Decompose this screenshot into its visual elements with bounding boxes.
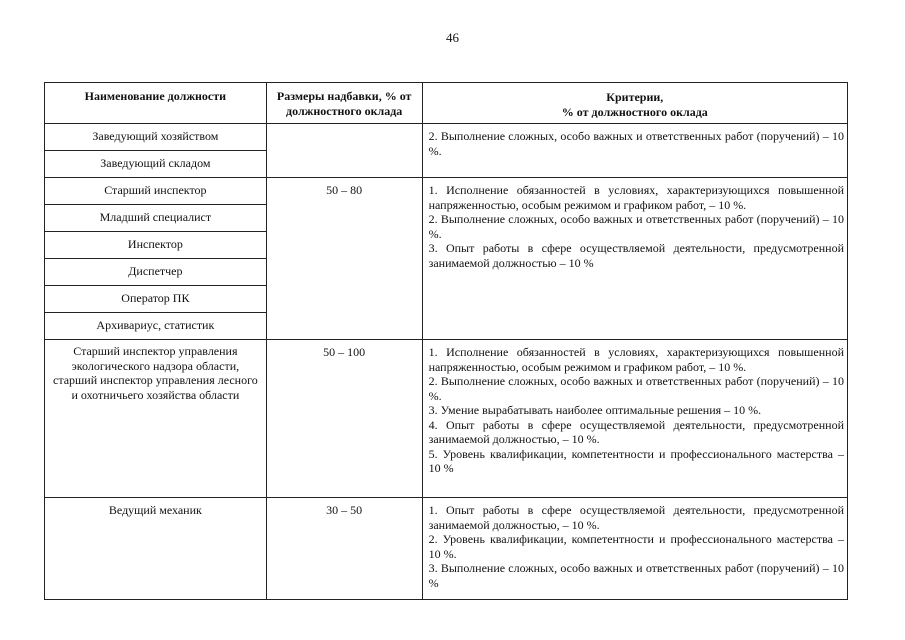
criteria-item: 4. Опыт работы в сфере осуществляемой деятельности, предусмотренной занимаемой должностью, – 10 %. — [428, 417, 844, 446]
criteria-cell — [422, 124, 847, 178]
page-number: 46 — [446, 30, 459, 45]
criteria-cell — [422, 340, 847, 498]
header-allowance: Размеры надбавки, % от должностного оклада — [266, 83, 422, 124]
table-row — [45, 498, 848, 600]
position-cell: Старший инспектор управления экологического надзора области, старший инспектор управления лесного и охотничьего хозяйства области — [45, 340, 267, 498]
criteria-item: 2. Выполнение сложных, особо важных и ответственных работ (поручений) – 10 %. — [428, 129, 844, 158]
criteria-item: 3. Выполнение сложных, особо важных и ответственных работ (поручений) – 10 % — [428, 561, 844, 590]
criteria-cell — [422, 178, 847, 340]
table-row — [45, 178, 848, 205]
criteria-item: 2. Выполнение сложных, особо важных и ответственных работ (поручений) – 10 %. — [428, 212, 844, 241]
allowance-cell — [266, 124, 422, 178]
position-cell: Оператор ПК — [45, 286, 267, 313]
header-criteria: Критерии, % от должностного оклада — [422, 83, 847, 124]
allowance-table — [44, 82, 848, 600]
criteria-item: 2. Выполнение сложных, особо важных и ответственных работ (поручений) – 10 %. — [428, 374, 844, 403]
table-row — [45, 340, 848, 498]
allowance-cell: 50 – 100 — [266, 340, 422, 498]
allowance-cell: 50 – 80 — [266, 178, 422, 340]
position-cell: Младший специалист — [45, 205, 267, 232]
table-row — [45, 124, 848, 151]
allowance-cell: 30 – 50 — [266, 498, 422, 600]
criteria-item: 1. Опыт работы в сфере осуществляемой деятельности, предусмотренной занимаемой должностью, – 10 %. — [428, 503, 844, 532]
table-header-row — [45, 83, 848, 124]
criteria-item: 1. Исполнение обязанностей в условиях, характеризующихся повышенной напряженностью, особым режимом и графиком работ, – 10 %. — [428, 183, 844, 212]
criteria-item: 3. Умение вырабатывать наиболее оптимальные решения – 10 %. — [428, 403, 762, 417]
criteria-item: 5. Уровень квалификации, компетентности и профессионального мастерства – 10 % — [428, 446, 844, 475]
position-cell: Заведующий складом — [45, 151, 267, 178]
position-cell: Заведующий хозяйством — [45, 124, 267, 151]
position-cell: Диспетчер — [45, 259, 267, 286]
criteria-item: 2. Уровень квалификации, компетентности и профессионального мастерства – 10 %. — [428, 532, 844, 561]
position-cell: Инспектор — [45, 232, 267, 259]
position-cell: Ведущий механик — [45, 498, 267, 600]
position-cell: Старший инспектор — [45, 178, 267, 205]
criteria-cell — [422, 498, 847, 600]
criteria-item: 3. Опыт работы в сфере осуществляемой деятельности, предусмотренной занимаемой должностью – 10 % — [428, 241, 844, 270]
position-cell: Архивариус, статистик — [45, 313, 267, 340]
criteria-item: 1. Исполнение обязанностей в условиях, характеризующихся повышенной напряженностью, особым режимом и графиком работ, – 10 %. — [428, 345, 844, 374]
header-position: Наименование должности — [45, 83, 267, 124]
